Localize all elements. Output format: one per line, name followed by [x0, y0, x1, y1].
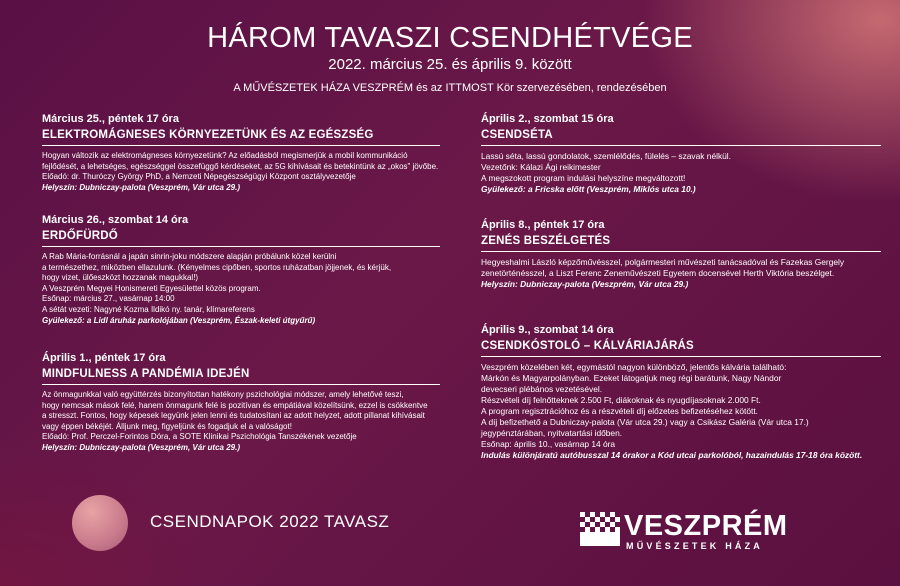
event-text-line: hogy nemcsak mások felé, hanem önmagunk felé is pozitívan és empátiával közelítsünk, ezzel is csökkentve	[42, 400, 428, 410]
event-location: Helyszín: Dubniczay-palota (Veszprém, Vár utca 29.)	[42, 182, 240, 192]
event-text-line: Veszprém közelében két, egymástól nagyon különböző, jelentős kálvária található:	[481, 362, 787, 372]
divider	[42, 145, 440, 146]
event-text-line: jegypénztárában, nyitvatartási időben.	[481, 428, 623, 438]
event-name: ZENÉS BESZÉLGETÉS	[481, 235, 611, 247]
event-date: Április 9., szombat 14 óra	[481, 324, 614, 336]
event-card	[481, 219, 881, 290]
event-name: ERDŐFÜRDŐ	[42, 230, 118, 242]
event-body	[42, 151, 440, 193]
event-date: Április 2., szombat 15 óra	[481, 113, 614, 125]
event-text-line: A program regisztrációhoz és a részvételi díj előzetes befizetéséhez kötött.	[481, 406, 758, 416]
divider	[481, 251, 881, 252]
event-location: Gyülekező: a Lidl áruház parkolójában (Veszprém, Észak-keleti útgyűrű)	[42, 315, 316, 325]
divider	[42, 384, 440, 385]
divider	[481, 145, 881, 146]
event-text-line: Vezetőnk: Kálazi Ági reikimester	[481, 162, 601, 172]
logo-word: VESZPRÉM	[624, 510, 788, 542]
event-card	[42, 214, 440, 326]
muveszetek-haza-logo	[578, 508, 788, 556]
event-location: Helyszín: Dubniczay-palota (Veszprém, Vár utca 29.)	[481, 279, 689, 289]
event-name: MINDFULNESS A PANDÉMIA IDEJÉN	[42, 368, 250, 380]
event-text-line: hogy vizet, ülőeszközt hozzanak magukkal!)	[42, 273, 199, 283]
event-text-line: A Rab Mária-forrásnál a japán sinrin-joku módszere alapján próbálunk közel kerülni	[42, 252, 337, 261]
event-location: Helyszín: Dubniczay-palota (Veszprém, Vár utca 29.)	[42, 442, 240, 452]
event-text-line: Esőnap: március 27., vasárnap 14:00	[42, 294, 175, 304]
event-text-line: Előadó: Prof. Perczel-Forintos Dóra, a SOTE Klinikai Pszichológia Tanszékének vezetője	[42, 432, 357, 442]
event-body	[481, 151, 881, 195]
event-text-line: vagy éppen békéjét. Álljunk meg, figyeljünk és fogadjuk el a valóságot!	[42, 421, 292, 431]
event-date: Április 8., péntek 17 óra	[481, 219, 605, 231]
castle-logo-icon	[578, 508, 622, 552]
event-text-line: a stresszt. Fontos, hogy képesek legyünk jelen lenni és tudatosítani az adott helyzet, adott pillanat kihívásait	[42, 411, 425, 421]
event-name: CSENDSÉTA	[481, 129, 553, 141]
event-location: Gyülekező: a Fricska előtt (Veszprém, Miklós utca 10.)	[481, 184, 696, 194]
event-body	[42, 390, 440, 454]
event-text-line: devecseri plébános vezetésével.	[481, 384, 603, 394]
event-date: Április 1., péntek 17 óra	[42, 352, 166, 364]
event-card	[481, 324, 881, 461]
event-text-line: A megszokott program indulási helyszíne megváltozott!	[481, 173, 686, 183]
page-title: HÁROM TAVASZI CSENDHÉTVÉGE	[207, 22, 693, 54]
event-body	[42, 252, 440, 326]
event-text-line: Esőnap: április 10., vasárnap 14 óra	[481, 439, 616, 449]
event-name: ELEKTROMÁGNESES KÖRNYEZETÜNK ÉS AZ EGÉSZSÉG	[42, 129, 374, 141]
event-text-line: Előadó: dr. Thuróczy György PhD, a Nemzeti Népegészségügyi Központ osztályvezetője	[42, 172, 356, 182]
date-range: 2022. március 25. és április 9. között	[328, 56, 572, 73]
event-text-line: Hogyan változik az elektromágneses környezetünk? Az előadásból megismerjük a mobil kommunikáció	[42, 151, 408, 160]
event-text-line: A díj befizethető a Dubniczay-palota (Vár utca 29.) vagy a Csikász Galéria (Vár utca 17.)	[481, 417, 809, 427]
event-date: Március 26., szombat 14 óra	[42, 214, 189, 226]
decorative-circle	[72, 495, 128, 551]
event-body	[481, 257, 881, 290]
event-text-line: Márkón és Magyarpolányban. Ezeket látogatjuk meg régi barátunk, Nagy Nándor	[481, 373, 782, 383]
organizer-line: A MŰVÉSZETEK HÁZA VESZPRÉM és az ITTMOST Kör szervezésében, rendezésében	[233, 82, 667, 94]
event-text-line: Részvételi díj felnőtteknek 2.500 Ft, diákoknak és nyugdíjasoknak 2.000 Ft.	[481, 395, 761, 405]
event-card	[42, 113, 440, 193]
event-date: Március 25., péntek 17 óra	[42, 113, 179, 125]
divider	[481, 356, 881, 357]
event-body	[481, 362, 881, 461]
event-text-line: a természethez, miközben ellazulunk. (Kényelmes cipőben, sportos ruházatban jöjjenek, és kérjük,	[42, 262, 392, 272]
event-text-line: fejlődését, a lehetséges, egészséggel összefüggő kérdéseket, az 5G kihívásait és betekintünk az „okos” jövőbe.	[42, 161, 439, 171]
series-title: CSENDNAPOK 2022 TAVASZ	[150, 512, 390, 531]
logo-sub: MŰVÉSZETEK HÁZA	[626, 541, 764, 551]
event-text-line: Lassú séta, lassú gondolatok, szemlélődés, fülelés – szavak nélkül.	[481, 151, 731, 161]
event-name: CSENDKÓSTOLÓ – KÁLVÁRIAJÁRÁS	[481, 340, 694, 352]
event-location: Indulás különjáratú autóbusszal 14 órakor a Kód utcai parkolóból, hazaindulás 17-18 óra között.	[481, 450, 863, 460]
divider	[42, 246, 440, 247]
event-text-line: zenetörténésszel, a Liszt Ferenc Zeneművészeti Egyetem docensével Herth Viktória beszélget.	[481, 268, 835, 278]
event-text-line: Hegyeshalmi László képzőművésszel, polgármesteri művészeti tanácsadóval és Fazekas Gergely	[481, 257, 845, 267]
event-card	[42, 352, 440, 454]
event-text-line: A sétát vezeti: Nagyné Kozma Ildikó ny. tanár, klímareferens	[42, 304, 255, 314]
event-text-line: Az önmagunkkal való együttérzés bizonyítottan hatékony pszichológiai módszer, amely lehetővé teszi,	[42, 390, 404, 399]
event-card	[481, 113, 881, 195]
event-text-line: A Veszprém Megyei Honismereti Egyesülettel közös program.	[42, 283, 261, 293]
